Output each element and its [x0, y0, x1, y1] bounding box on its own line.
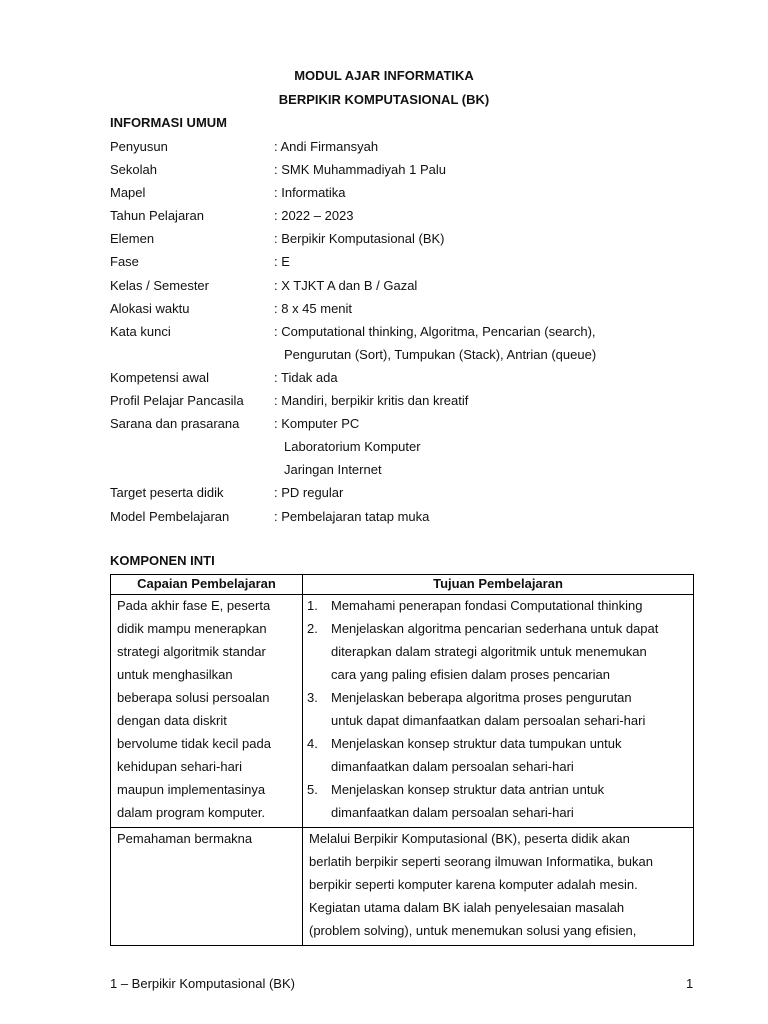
- info-row: [110, 369, 670, 392]
- info-row: [110, 300, 670, 323]
- komponen-inti-table: [110, 574, 694, 946]
- info-value: : 2022 – 2023: [274, 208, 354, 224]
- capaian-line: dengan data diskrit: [117, 713, 227, 728]
- info-value: : PD regular: [274, 485, 344, 501]
- komponen-inti-heading: KOMPONEN INTI: [110, 553, 215, 568]
- list-item-text: Memahami penerapan fondasi Computational thinking: [331, 598, 643, 613]
- info-key: Target peserta didik: [110, 485, 224, 501]
- info-key: Penyusun: [110, 139, 168, 154]
- capaian-line: strategi algoritmik standar: [117, 644, 266, 659]
- list-item-text: Menjelaskan beberapa algoritma proses pengurutan: [331, 690, 632, 705]
- list-item-number: 3.: [307, 690, 318, 705]
- info-row: [110, 207, 670, 230]
- capaian-line: didik mampu menerapkan: [117, 621, 267, 636]
- capaian-line: kehidupan sehari-hari: [117, 759, 243, 774]
- list-item: [303, 689, 693, 735]
- capaian-line: untuk menghasilkan: [117, 667, 233, 682]
- table-row: [111, 828, 694, 946]
- list-item-text: Menjelaskan algoritma pencarian sederhana untuk dapat: [331, 621, 659, 636]
- info-row: [110, 161, 670, 184]
- tujuan-cell: [303, 595, 694, 828]
- info-value: : Tidak ada: [274, 369, 338, 385]
- info-row: [110, 253, 670, 276]
- info-value: : X TJKT A dan B / Gazal: [274, 277, 418, 293]
- document-subtitle: BERPIKIR KOMPUTASIONAL (BK): [278, 92, 490, 107]
- info-row: [110, 230, 670, 253]
- info-value: Jaringan Internet: [284, 462, 382, 478]
- capaian-line: maupun implementasinya: [117, 782, 266, 797]
- info-key: Kelas / Semester: [110, 277, 209, 293]
- info-value: Laboratorium Komputer: [284, 439, 421, 455]
- info-value: : E: [274, 254, 290, 270]
- info-key: Profil Pelajar Pancasila: [110, 393, 244, 409]
- pemahaman-label: Pemahaman bermakna: [117, 831, 253, 846]
- info-row: [110, 438, 670, 461]
- table-header-row: [111, 575, 694, 595]
- info-value: : Andi Firmansyah: [274, 139, 379, 154]
- info-value: Pengurutan (Sort), Tumpukan (Stack), Antrian (queue): [284, 346, 597, 362]
- info-row: [110, 138, 670, 161]
- informasi-umum-heading: INFORMASI UMUM: [110, 115, 227, 130]
- list-item-number: 2.: [307, 621, 318, 636]
- pemahaman-line: berpikir seperti komputer karena komputer adalah mesin.: [309, 877, 638, 892]
- info-row: [110, 415, 670, 438]
- list-item-text: diterapkan dalam strategi algoritmik untuk menemukan: [331, 644, 647, 659]
- info-key: [110, 461, 274, 484]
- info-row: [110, 508, 670, 531]
- info-row: [110, 461, 670, 484]
- capaian-header: Capaian Pembelajaran: [111, 575, 303, 595]
- footer-chapter: 1 – Berpikir Komputasional (BK): [110, 976, 295, 991]
- pemahaman-line: Kegiatan utama dalam BK ialah penyelesaian masalah: [309, 900, 625, 915]
- list-item-number: 5.: [307, 782, 318, 797]
- list-item-text: dimanfaatkan dalam persoalan sehari-hari: [331, 805, 574, 820]
- info-row: [110, 323, 670, 346]
- pemahaman-line: (problem solving), untuk menemukan solusi yang efisien,: [309, 923, 637, 938]
- list-item-text: cara yang paling efisien dalam proses pencarian: [331, 667, 610, 682]
- info-value: : Informatika: [274, 185, 346, 201]
- info-value: : Berpikir Komputasional (BK): [274, 231, 445, 247]
- page-number: 1: [686, 976, 694, 991]
- list-item-number: 1.: [307, 598, 318, 613]
- table-row: [111, 595, 694, 828]
- info-value: : 8 x 45 menit: [274, 300, 353, 316]
- info-row: [110, 277, 670, 300]
- info-value: : SMK Muhammadiyah 1 Palu: [274, 162, 446, 178]
- list-item: [303, 735, 693, 781]
- document-title: MODUL AJAR INFORMATIKA: [294, 68, 474, 83]
- info-key: Tahun Pelajaran: [110, 208, 204, 224]
- info-value: : Komputer PC: [274, 416, 360, 432]
- info-key: Fase: [110, 254, 139, 270]
- list-item-text: Menjelaskan konsep struktur data tumpukan untuk: [331, 736, 622, 751]
- pemahaman-label-cell: [111, 828, 303, 946]
- pemahaman-line: berlatih berpikir seperti seorang ilmuwan Informatika, bukan: [309, 854, 653, 869]
- info-value: : Pembelajaran tatap muka: [274, 508, 430, 524]
- info-row: [110, 392, 670, 415]
- capaian-cell: [111, 595, 303, 828]
- informasi-umum-table: [110, 138, 670, 531]
- list-item: [303, 597, 693, 620]
- info-key: Kompetensi awal: [110, 369, 209, 385]
- list-item-text: untuk dapat dimanfaatkan dalam persoalan sehari-hari: [331, 713, 646, 728]
- info-key: Alokasi waktu: [110, 300, 190, 316]
- capaian-line: bervolume tidak kecil pada: [117, 736, 271, 751]
- capaian-line: dalam program komputer.: [117, 805, 266, 820]
- info-key: Kata kunci: [110, 323, 171, 339]
- tujuan-header: Tujuan Pembelajaran: [303, 575, 694, 595]
- list-item: [303, 620, 693, 689]
- info-value: : Mandiri, berpikir kritis dan kreatif: [274, 393, 469, 409]
- info-key: Sarana dan prasarana: [110, 416, 240, 432]
- info-row: [110, 184, 670, 207]
- info-key: Mapel: [110, 185, 146, 201]
- capaian-line: beberapa solusi persoalan: [117, 690, 270, 705]
- info-row: [110, 484, 670, 507]
- info-key: Model Pembelajaran: [110, 508, 230, 524]
- list-item-number: 4.: [307, 736, 318, 751]
- info-row: [110, 346, 670, 369]
- list-item: [303, 781, 693, 827]
- pemahaman-line: Melalui Berpikir Komputasional (BK), peserta didik akan: [309, 831, 630, 846]
- info-key: [110, 346, 274, 369]
- capaian-line: Pada akhir fase E, peserta: [117, 598, 271, 613]
- list-item-text: Menjelaskan konsep struktur data antrian untuk: [331, 782, 605, 797]
- info-key: [110, 438, 274, 461]
- pemahaman-cell: [303, 828, 694, 946]
- list-item-text: dimanfaatkan dalam persoalan sehari-hari: [331, 759, 574, 774]
- info-key: Sekolah: [110, 162, 157, 178]
- info-key: Elemen: [110, 231, 155, 247]
- info-value: : Computational thinking, Algoritma, Pencarian (search),: [274, 323, 596, 339]
